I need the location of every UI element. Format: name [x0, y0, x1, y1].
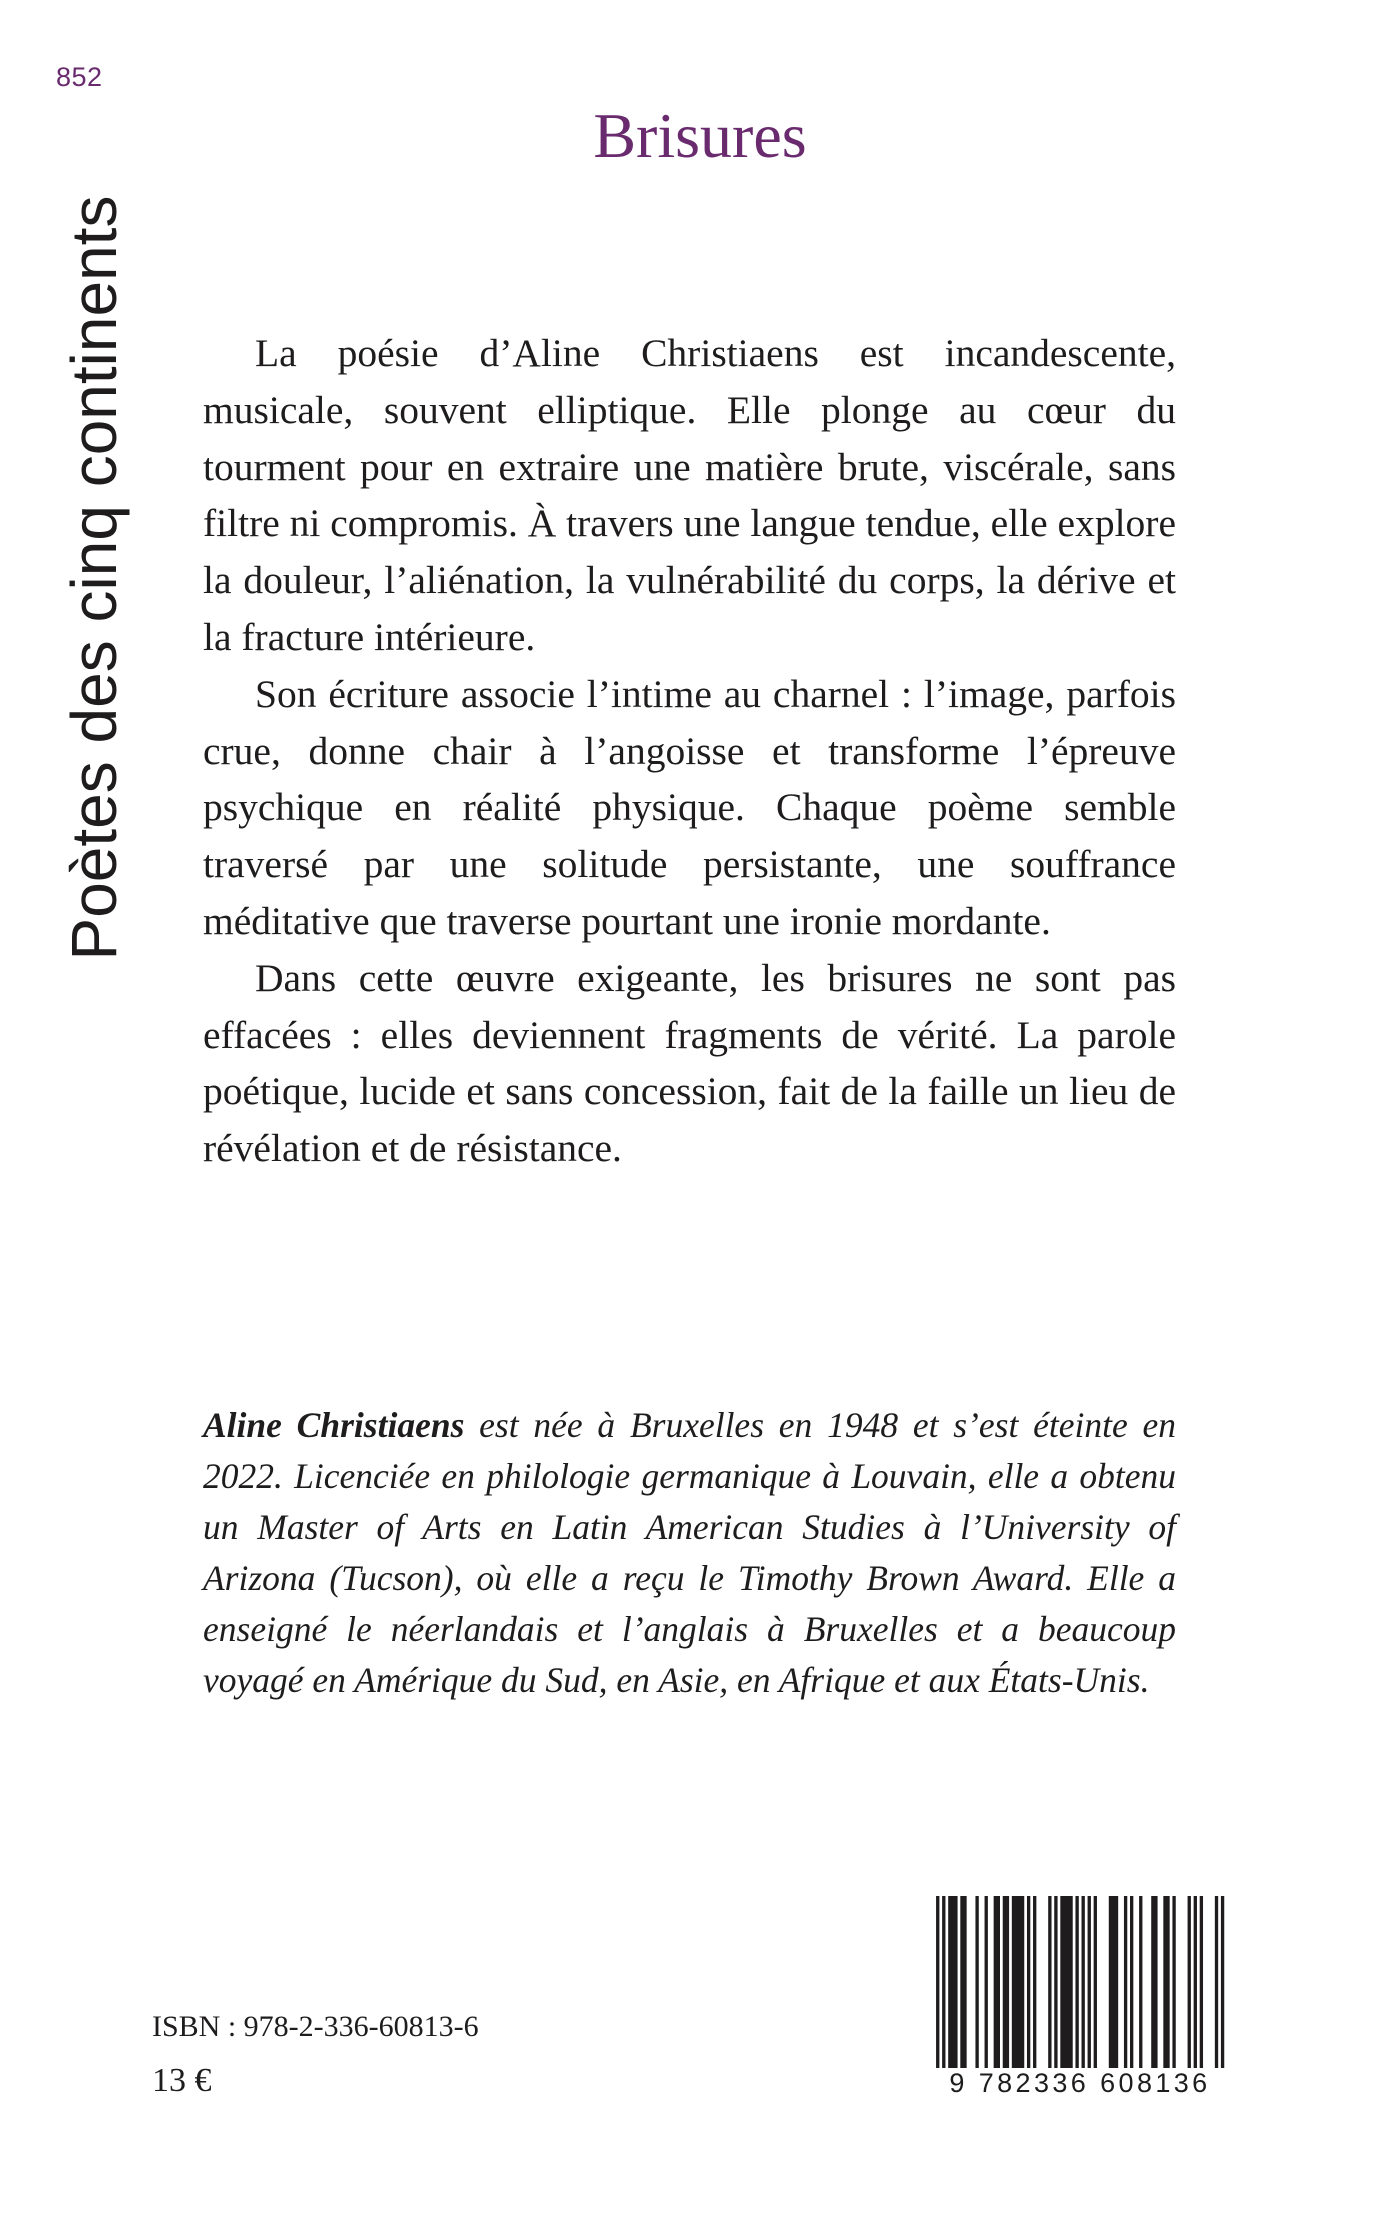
isbn-label: ISBN : 978-2-336-60813-6	[152, 2010, 479, 2043]
summary-paragraph: La poésie d’Aline Christiaens est incandescente, musicale, souvent elliptique. Elle plonge au cœur du tourment pour en extraire une matière brute, viscérale, sans filtre ni compromis. À travers une langue tendue, elle explore la douleur, l’aliénation, la vulnérabilité du corps, la dérive et la fracture intérieure.	[203, 331, 1176, 659]
barcode-bar	[1027, 1896, 1030, 2068]
barcode-bar	[1066, 1896, 1069, 2068]
barcode-bar	[1012, 1896, 1015, 2068]
barcode-bar	[936, 1896, 939, 2081]
barcode-bar	[954, 1896, 957, 2068]
barcode-bar	[1018, 1896, 1021, 2068]
isbn-barcode	[930, 1896, 1230, 2106]
barcode-bar	[1124, 1896, 1127, 2068]
barcode-bar	[1130, 1896, 1133, 2068]
barcode-bar	[975, 1896, 978, 2068]
barcode-bar	[1075, 1896, 1078, 2081]
barcode-bar	[1006, 1896, 1009, 2068]
book-title	[0, 100, 1400, 171]
barcode-bar	[994, 1896, 997, 2068]
barcode-bar	[997, 1896, 1000, 2068]
barcode-bar	[1033, 1896, 1036, 2068]
barcode-bar	[1069, 1896, 1072, 2068]
barcode-bar	[1112, 1896, 1115, 2068]
barcode-bar	[963, 1896, 966, 2068]
barcode-bar	[948, 1896, 951, 2068]
barcode-bar	[1082, 1896, 1085, 2081]
barcode-bar	[942, 1896, 945, 2081]
author-name: Aline Christiaens	[203, 1405, 465, 1445]
barcode-bar	[1194, 1896, 1197, 2068]
barcode-bar	[1166, 1896, 1169, 2068]
barcode-bar	[1188, 1896, 1191, 2068]
barcode-bar	[1215, 1896, 1218, 2081]
author-bio	[203, 1400, 1176, 1706]
barcode-bar	[1221, 1896, 1224, 2081]
barcode-bar	[1094, 1896, 1097, 2068]
back-cover-summary	[203, 325, 1176, 1177]
barcode-bar	[951, 1896, 954, 2068]
barcode-bar	[1060, 1896, 1063, 2068]
barcode-bar	[1021, 1896, 1024, 2068]
barcode-bar	[1063, 1896, 1066, 2068]
barcode-bar	[1139, 1896, 1142, 2068]
author-bio-text: est née à Bruxelles en 1948 et s’est éteinte en 2022. Licenciée en philologie germanique à Louvain, elle a obtenu un Master of Arts en Latin American Studies à l’University of Arizona (Tucson), où elle a reçu le Timothy Brown Award. Elle a enseigné le néerlandais et l’anglais à Bruxelles et a beaucoup voyagé en Amérique du Sud, en Asie, en Afrique et aux États-Unis.	[203, 1405, 1176, 1700]
book-title-text: Brisures	[593, 100, 807, 171]
barcode-bar	[1200, 1896, 1203, 2068]
series-number: 852	[56, 62, 103, 92]
barcode-bar	[1151, 1896, 1154, 2068]
barcode-bar	[985, 1896, 988, 2068]
barcode-digits: 9 782336 608136	[930, 2068, 1230, 2099]
barcode-bar	[1088, 1896, 1091, 2068]
summary-paragraph: Son écriture associe l’intime au charnel : l’image, parfois crue, donne chair à l’angoisse et transforme l’épreuve psychique en réalité physique. Chaque poème semble traversé par une solitude persistante, une souffrance méditative que traverse pourtant une ironie mordante.	[203, 671, 1176, 943]
summary-paragraph: Dans cette œuvre exigeante, les brisures ne sont pas effacées : elles deviennent fragments de vérité. La parole poétique, lucide et sans concession, fait de la faille un lieu de révélation et de résistance.	[203, 955, 1176, 1171]
barcode-bar	[1003, 1896, 1006, 2068]
barcode-bar	[1048, 1896, 1051, 2068]
barcode-bar	[1054, 1896, 1057, 2068]
barcode-bar	[1115, 1896, 1118, 2068]
barcode-bars	[930, 1896, 1230, 2086]
barcode-bar	[1163, 1896, 1166, 2068]
barcode-bar	[1109, 1896, 1112, 2068]
barcode-bar	[1172, 1896, 1175, 2068]
barcode-bar	[1015, 1896, 1018, 2068]
price-label: 13 €	[152, 2062, 212, 2099]
series-name-vertical: Poètes des cinq continents	[58, 195, 130, 961]
barcode-bar	[1154, 1896, 1157, 2068]
barcode-bar	[960, 1896, 963, 2068]
